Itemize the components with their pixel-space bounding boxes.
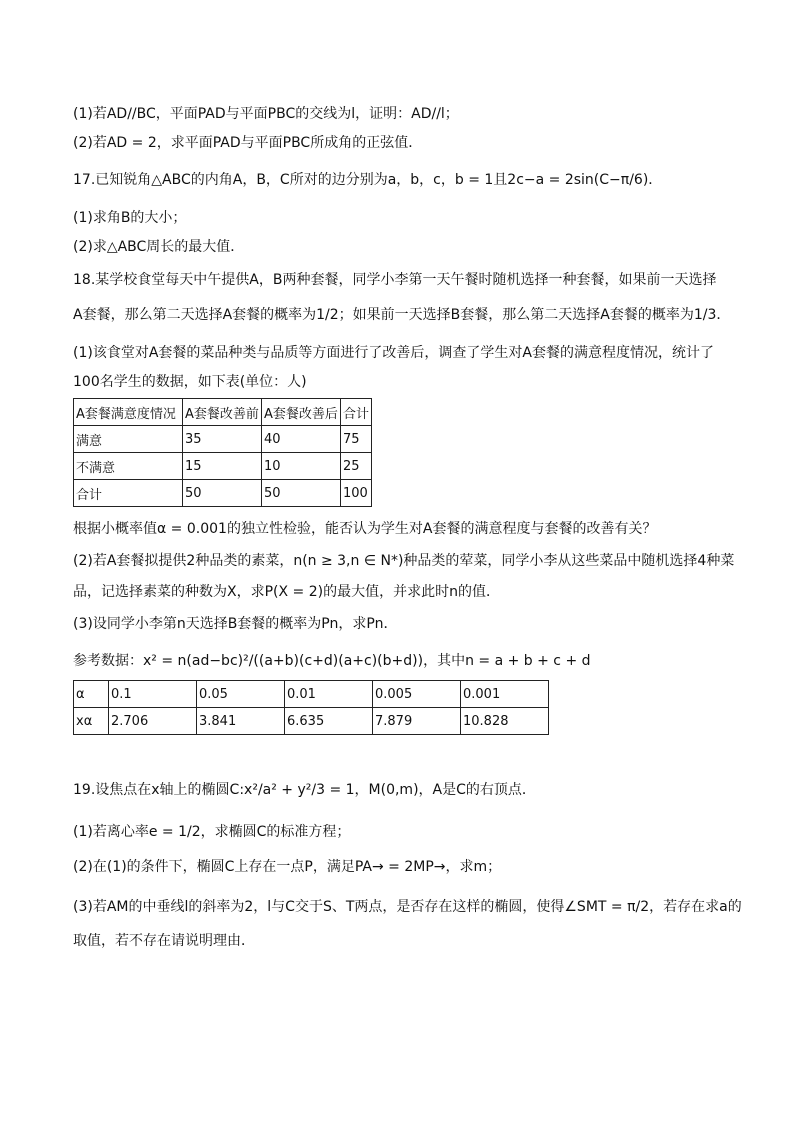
- q19-part1: (1)若离心率e = 1/2，求椭圆C的标准方程；: [73, 824, 351, 840]
- q19-part3-line1: (3)若AM的中垂线l的斜率为2，l与C交于S、T两点，是否存在这样的椭圆，使得∠SMT = π/2，若存在求a的: [73, 899, 742, 915]
- table-cell: 0.05: [197, 681, 285, 708]
- critical-value-table: [73, 680, 549, 735]
- table-cell: xα: [74, 708, 109, 735]
- q17-stem: 17.已知锐角△ABC的内角A，B，C所对的边分别为a，b，c，b = 1且2c−a = 2sin(C−π/6)．: [73, 172, 663, 188]
- table-header-cell: A套餐改善前: [183, 399, 262, 426]
- table-cell: 40: [262, 426, 341, 453]
- table-header-cell: 合计: [341, 399, 372, 426]
- reference-formula: 参考数据：x² = n(ad−bc)²/((a+b)(c+d)(a+c)(b+d))，其中n = a + b + c + d: [73, 653, 591, 669]
- table-cell: 0.005: [373, 681, 461, 708]
- q17-part2: (2)求△ABC周长的最大值．: [73, 239, 245, 255]
- table-cell: 3.841: [197, 708, 285, 735]
- table-row: [74, 453, 372, 480]
- q19-part3-line2: 取值，若不存在请说明理由．: [73, 933, 255, 949]
- table-cell: 6.635: [285, 708, 373, 735]
- q18-part2-line1: (2)若A套餐拟提供2种品类的素菜，n(n ≥ 3,n ∈ N*)种品类的荤菜，同学小李从这些菜品中随机选择4种菜: [73, 553, 735, 569]
- table-row: [74, 480, 372, 507]
- table-cell: 35: [183, 426, 262, 453]
- table-cell: 7.879: [373, 708, 461, 735]
- q17-part1: (1)求角B的大小；: [73, 210, 187, 226]
- table-cell: 2.706: [109, 708, 197, 735]
- table-cell: 合计: [74, 480, 183, 507]
- q18-part2-line2: 品，记选择素菜的种数为X，求P(X = 2)的最大值，并求此时n的值．: [73, 584, 500, 600]
- table-cell: 25: [341, 453, 372, 480]
- q19-part2: (2)在(1)的条件下，椭圆C上存在一点P，满足PA→ = 2MP→，求m；: [73, 859, 502, 875]
- table-cell: 100: [341, 480, 372, 507]
- table-cell: α: [74, 681, 109, 708]
- table-header-cell: A套餐满意度情况: [74, 399, 183, 426]
- table-cell: 0.1: [109, 681, 197, 708]
- table-cell: 10.828: [461, 708, 549, 735]
- table-cell: 75: [341, 426, 372, 453]
- q16-part2: (2)若AD = 2，求平面PAD与平面PBC所成角的正弦值．: [73, 135, 423, 151]
- q18-stem-line2: A套餐，那么第二天选择A套餐的概率为1/2；如果前一天选择B套餐，那么第二天选择A套餐的概率为1/3．: [73, 307, 731, 323]
- table-row: [74, 681, 549, 708]
- table-cell: 15: [183, 453, 262, 480]
- table-cell: 不满意: [74, 453, 183, 480]
- table-cell: 满意: [74, 426, 183, 453]
- table-row: [74, 426, 372, 453]
- q18-part1-line1: (1)该食堂对A套餐的菜品种类与品质等方面进行了改善后，调查了学生对A套餐的满意程度情况，统计了: [73, 345, 714, 361]
- satisfaction-table: [73, 398, 372, 507]
- table-cell: 0.01: [285, 681, 373, 708]
- table-cell: 10: [262, 453, 341, 480]
- table-cell: 0.001: [461, 681, 549, 708]
- q18-part1-line2: 100名学生的数据，如下表(单位：人): [73, 374, 307, 390]
- table-header-row: [74, 399, 372, 426]
- table-cell: 50: [183, 480, 262, 507]
- q18-part3: (3)设同学小李第n天选择B套餐的概率为Pn，求Pn．: [73, 616, 398, 632]
- q18-part1-question: 根据小概率值α = 0.001的独立性检验，能否认为学生对A套餐的满意程度与套餐的改善有关？: [73, 521, 657, 537]
- table-row: [74, 708, 549, 735]
- q19-stem: 19.设焦点在x轴上的椭圆C:x²/a² + y²/3 = 1，M(0,m)，A是C的右顶点．: [73, 782, 536, 798]
- q16-part1: (1)若AD//BC，平面PAD与平面PBC的交线为l，证明：AD//l；: [73, 106, 459, 122]
- table-header-cell: A套餐改善后: [262, 399, 341, 426]
- q18-stem-line1: 18.某学校食堂每天中午提供A，B两种套餐，同学小李第一天午餐时随机选择一种套餐，如果前一天选择: [73, 272, 717, 288]
- table-cell: 50: [262, 480, 341, 507]
